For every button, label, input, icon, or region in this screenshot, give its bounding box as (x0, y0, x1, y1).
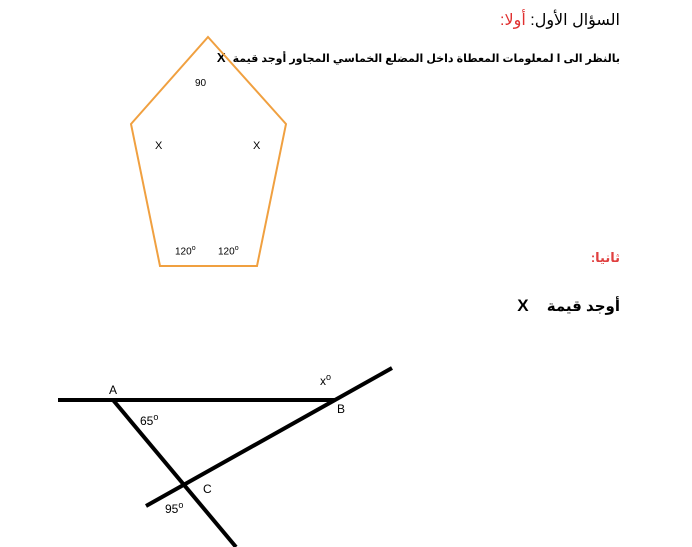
point-a-label: A (109, 383, 118, 397)
part2-instruction-text: أوجد قيمة (546, 298, 620, 315)
degree-mark: o (153, 412, 159, 422)
angle-value: x (320, 374, 326, 388)
heading-text: السؤال الأول: (530, 12, 620, 29)
angle-c-label (165, 500, 183, 516)
angle-b-label (320, 372, 331, 388)
degree-mark: o (178, 500, 184, 510)
angle-value: 95 (165, 502, 179, 516)
degree-mark: o (234, 245, 239, 252)
part1-variable: X (216, 50, 226, 65)
degree-mark: o (191, 245, 196, 252)
part1-label: أولا: (500, 12, 526, 29)
angle-value: 120 (175, 246, 192, 258)
part1-instruction-text: بالنظر الى ا لمعلومات المعطاة داخل المضلع الخماسي المجاور أوجد قيمة (232, 53, 620, 65)
pentagon-angle-left: X (155, 140, 163, 152)
pentagon-angle-top: 90 (195, 78, 207, 89)
part2-variable: X (517, 296, 529, 315)
angle-value: 120 (218, 246, 235, 258)
angle-value: 65 (140, 414, 154, 428)
point-c-label: C (203, 482, 212, 496)
line-through-a-c (113, 400, 236, 547)
point-b-label: B (337, 402, 346, 416)
angle-a-label (140, 412, 158, 428)
part2-label: ثانيا: (590, 250, 620, 265)
pentagon-angle-right: X (253, 140, 261, 152)
degree-mark: o (326, 372, 332, 382)
